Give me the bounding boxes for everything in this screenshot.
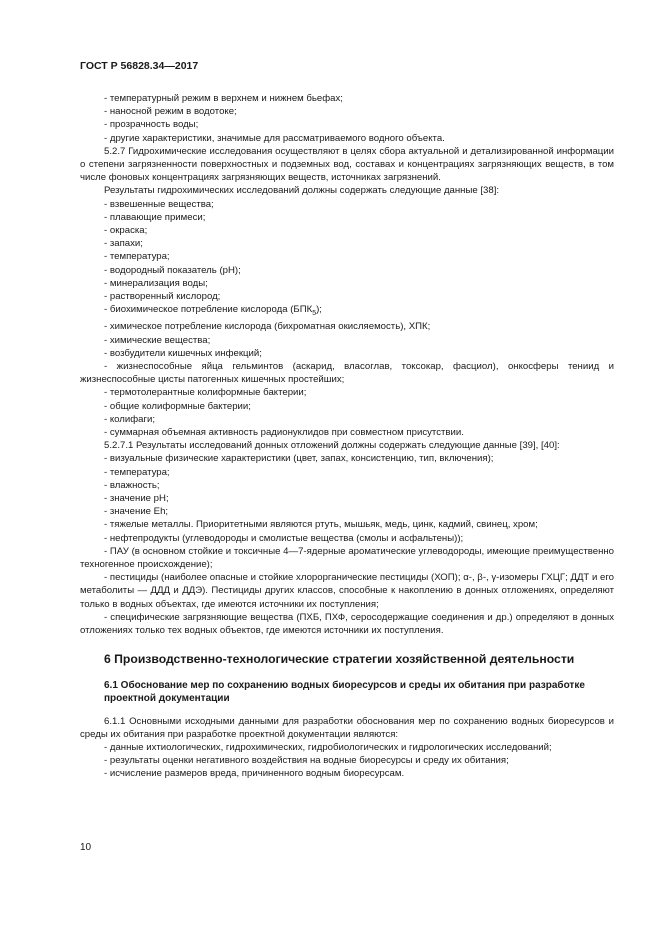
list-item: - прозрачность воды;	[104, 119, 199, 131]
bpk-suffix: );	[316, 304, 322, 316]
paragraph-5-2-7-1: 5.2.7.1 Результаты исследований донных отложений должны содержать следующие данные [39], [40]:	[104, 440, 560, 452]
list-item: - окраска;	[104, 225, 148, 237]
paragraph-results-intro: Результаты гидрохимических исследований должны содержать следующие данные [38]:	[104, 185, 500, 197]
paragraph-5-2-7: 5.2.7 Гидрохимические исследования осуществляют в целях сбора актуальной и детализированной информации о степени загрязненности поверхностных и подземных вод, составах и концентрациях загрязняющих веществ, в том числе фоновых концентрациях загрязняющих веществ, источниках загрязнений.	[80, 145, 614, 184]
page-body	[80, 92, 614, 781]
section-6-heading: 6 Производственно-технологические стратегии хозяйственной деятельности	[104, 652, 575, 667]
list-item: - нефтепродукты (углеводороды и смолистые вещества (смолы и асфальтены));	[104, 532, 464, 544]
list-item-specific: - специфические загрязняющие вещества (ПХБ, ПХФ, серосодержащие соединения и др.) определяют в донных отложениях только тех водных объектов, где имеются источники их поступления.	[80, 611, 614, 637]
list-item: - возбудители кишечных инфекций;	[104, 347, 262, 359]
bpk-subscript: 5	[312, 310, 317, 318]
page-number: 10	[80, 842, 92, 853]
list-item: - минерализация воды;	[104, 277, 208, 289]
list-item-pesticides: - пестициды (наиболее опасные и стойкие хлорорганические пестициды (ХОП); α-, β-, γ-изомеры ГХЦГ; ДДТ и его метаболиты — ДДД и ДДЭ). Пестициды других классов, способные к накоплению в донных отложениях, определяют только в водных объектах, где имеются источники их поступления;	[80, 572, 614, 610]
list-item: - растворенный кислород;	[104, 291, 221, 303]
list-item: - наносной режим в водотоке;	[104, 106, 237, 118]
list-item: - колифаги;	[104, 413, 155, 425]
list-item: - значение pH;	[104, 493, 169, 504]
standard-designation: ГОСТ Р 56828.34—2017	[80, 60, 199, 72]
list-item-pau: - ПАУ (в основном стойкие и токсичные 4—7-ядерные ароматические углеводороды, имеющие преимущественно техногенное происхождение);	[80, 545, 614, 571]
list-item: - химическое потребление кислорода (бихроматная окисляемость), ХПК;	[104, 321, 431, 333]
list-item: - другие характеристики, значимые для рассматриваемого водного объекта.	[104, 132, 445, 144]
list-item: - исчисление размеров вреда, причиненного водным биоресурсам.	[104, 768, 405, 780]
list-item: - суммарная объемная активность радионуклидов при совместном присутствии.	[104, 426, 464, 438]
paragraph-6-1-1: 6.1.1 Основными исходными данными для разработки обоснования мер по сохранению водных биоресурсов и среды их обитания при разработке проектной документации являются:	[80, 715, 614, 740]
spacer	[80, 706, 614, 715]
list-item: - температура;	[104, 251, 170, 263]
bpk-prefix: - биохимическое потребление кислорода (БПК	[104, 304, 313, 316]
list-item: - температурный режим в верхнем и нижнем бьефах;	[104, 93, 343, 104]
spacer	[80, 637, 614, 651]
list-item: - запахи;	[104, 238, 143, 250]
list-item: - температура;	[104, 466, 170, 478]
list-item: - значение Eh;	[104, 506, 169, 518]
list-item: - влажность;	[104, 479, 160, 491]
list-item: - результаты оценки негативного воздействия на водные биоресурсы и среду их обитания;	[104, 755, 509, 767]
list-item: - данные ихтиологических, гидрохимических, гидробиологических и гидрологических исследований;	[104, 742, 552, 754]
section-6-1-heading: 6.1 Обоснование мер по сохранению водных биоресурсов и среды их обитания при разработке проектной документации	[104, 680, 585, 705]
list-item: - химические вещества;	[104, 334, 211, 346]
spacer	[80, 667, 614, 679]
list-item: - термотолерантные колиформные бактерии;	[104, 387, 307, 399]
list-item-helminth: - жизнеспособные яйца гельминтов (аскарид, власоглав, токсокар, фасциол), онкосферы тениид и жизнеспособные цисты патогенных кишечных простейших;	[80, 360, 614, 386]
list-item: - тяжелые металлы. Приоритетными являются ртуть, мышьяк, медь, цинк, кадмий, свинец, хром;	[104, 519, 538, 531]
list-item: - плавающие примеси;	[104, 211, 206, 223]
list-item: - визуальные физические характеристики (цвет, запах, консистенцию, тип, включения);	[104, 453, 494, 465]
list-item: - взвешенные вещества;	[104, 198, 214, 210]
list-item: - водородный показатель (pH);	[104, 264, 241, 276]
list-item: - общие колиформные бактерии;	[104, 400, 251, 412]
list-item-bpk	[80, 303, 614, 320]
